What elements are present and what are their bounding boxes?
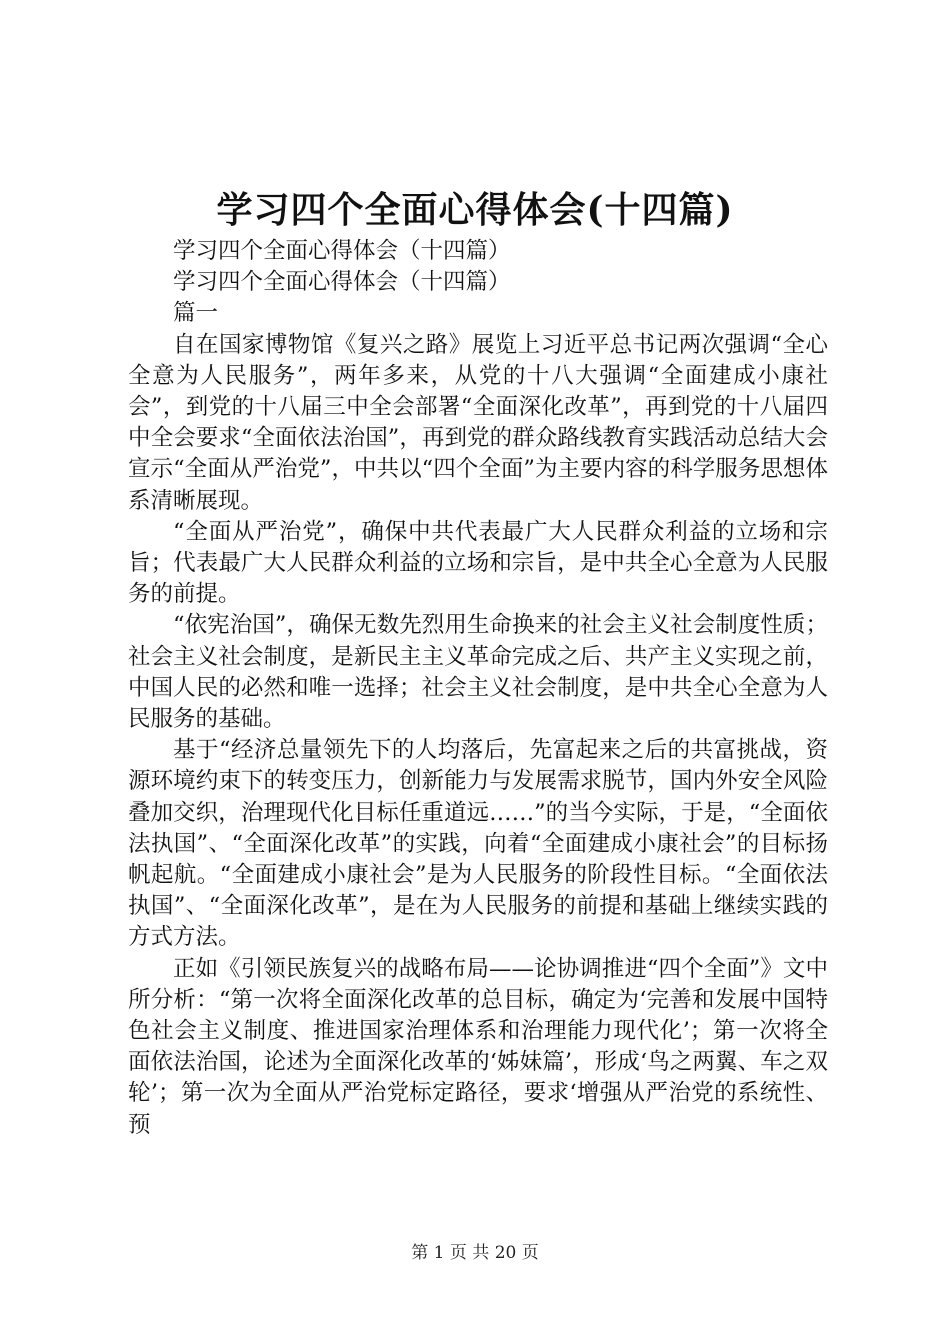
document-title: 学习四个全面心得体会(十四篇) (216, 189, 734, 231)
body-paragraph: 学习四个全面心得体会（十四篇） (173, 238, 511, 264)
body-paragraph: 自在国家博物馆《复兴之路》展览上习近平总书记两次强调“全心全意为人民服务”，两年多来，从党的十八大强调“全面建成小康社会”，到党的十八届三中全会部署“全面深化改革”，再到党的十八届四中全会要求“全面依法治国”，再到党的群众路线教育实践活动总结大会宣示“全面从严治党”，中共以“四个全面”为主要内容的科学服务思想体系清晰展现。 (128, 331, 828, 514)
section-heading: 篇一 (173, 300, 219, 327)
body-paragraph: 正如《引领民族复兴的战略布局——论协调推进“四个全面”》文中所分析：“第一次将全面深化改革的总目标，确定为‘完善和发展中国特色社会主义制度、推进国家治理体系和治理能力现代化’；第一次将全面依法治国，论述为全面深化改革的‘姊妹篇’，形成‘鸟之两翼、车之双轮’；第一次为全面从严治党标定路径，要求‘增强从严治党的系统性、预 (128, 955, 828, 1138)
body-paragraph: “全面从严治党”，确保中共代表最广大人民群众利益的立场和宗旨；代表最广大人民群众利益的立场和宗旨，是中共全心全意为人民服务的前提。 (128, 518, 828, 608)
body-paragraph: “依宪治国”，确保无数先烈用生命换来的社会主义社会制度性质；社会主义社会制度，是新民主主义革命完成之后、共产主义实现之前，中国人民的必然和唯一选择；社会主义社会制度，是中共全心全意为人民服务的基础。 (128, 612, 828, 733)
body-paragraph: 学习四个全面心得体会（十四篇） (173, 269, 511, 296)
page-footer: 第 1 页 共 20 页 (411, 1243, 539, 1263)
body-paragraph: 基于“经济总量领先下的人均落后，先富起来之后的共富挑战，资源环境约束下的转变压力，创新能力与发展需求脱节，国内外安全风险叠加交织，治理现代化目标任重道远……”的当今实际，于是，“全面依法执国”、“全面深化改革”的实践，向着“全面建成小康社会”的目标扬帆起航。“全面建成小康社会”是为人民服务的阶段性目标。“全面依法执国”、“全面深化改革”，是在为人民服务的前提和基础上继续实践的方式方法。 (128, 737, 828, 951)
document-body (128, 236, 828, 1141)
